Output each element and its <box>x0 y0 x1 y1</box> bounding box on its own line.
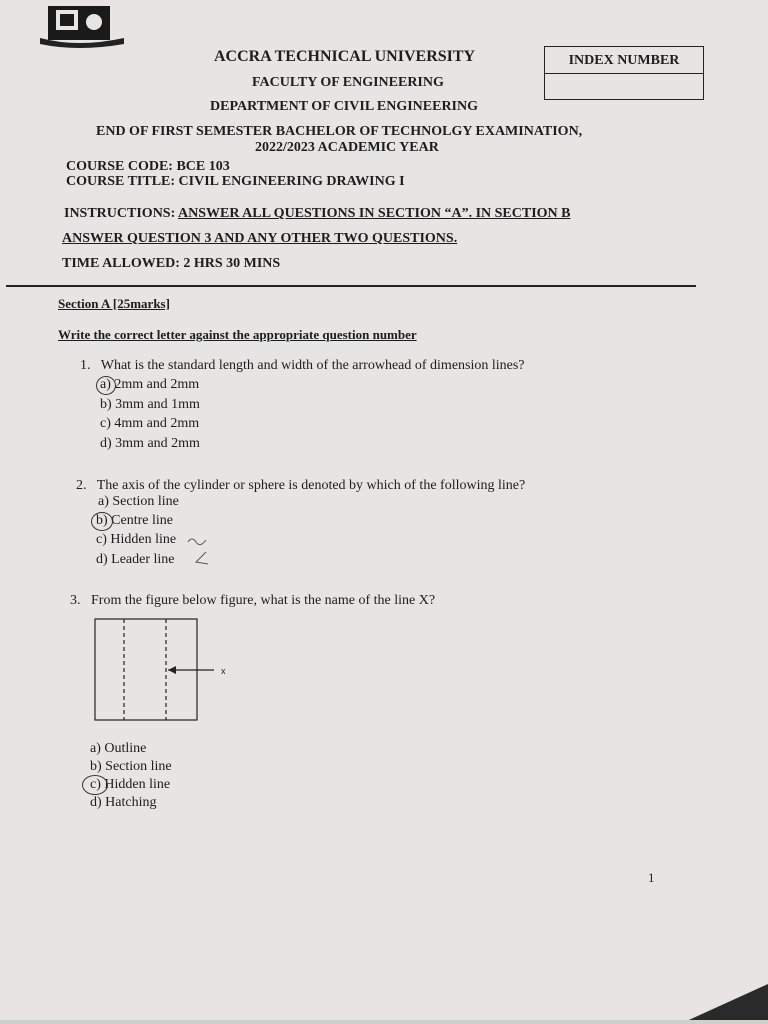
answer-circle-mark <box>96 376 116 395</box>
question-text: What is the standard length and width of the arrowhead of dimension lines? <box>100 358 525 373</box>
page-number: 1 <box>648 870 655 885</box>
scan-edge-shadow <box>0 984 768 1024</box>
course-title: COURSE TITLE: CIVIL ENGINEERING DRAWING I <box>66 174 405 189</box>
q3-option-a: a) Outline <box>90 741 147 756</box>
handwritten-mark-icon <box>186 534 208 548</box>
q3-option-b: b) Section line <box>90 759 172 774</box>
answer-circle-mark <box>91 512 113 531</box>
q1-option-a: a) 2mm and 2mm <box>100 377 200 392</box>
handwritten-mark-icon <box>192 550 210 568</box>
header-divider <box>6 285 696 287</box>
instructions-label: INSTRUCTIONS: <box>64 206 178 221</box>
answer-circle-mark <box>82 775 108 795</box>
q2-option-b: b) Centre line <box>96 513 173 528</box>
q1-option-d: d) 3mm and 2mm <box>100 436 200 451</box>
question-text: From the figure below figure, what is the name of the line X? <box>91 593 436 608</box>
question-2 <box>76 478 525 494</box>
q1-option-b: b) 3mm and 1mm <box>100 397 200 412</box>
question-text: The axis of the cylinder or sphere is denoted by which of the following line? <box>96 478 526 493</box>
instructions-text-1: ANSWER ALL QUESTIONS IN SECTION “A”. IN SECTION B <box>177 206 571 221</box>
exam-title-line1: END OF FIRST SEMESTER BACHELOR OF TECHNOLGY EXAMINATION, <box>96 124 583 139</box>
question-3 <box>70 593 435 609</box>
exam-title-line2: 2022/2023 ACADEMIC YEAR <box>255 140 439 155</box>
time-allowed: TIME ALLOWED: 2 HRS 30 MINS <box>62 256 281 271</box>
index-number-field[interactable] <box>545 74 703 100</box>
question-number: 3. <box>70 593 81 608</box>
instructions-text-2: ANSWER QUESTION 3 AND ANY OTHER TWO QUESTIONS. <box>62 231 458 246</box>
course-code: COURSE CODE: BCE 103 <box>66 159 230 174</box>
figure-label-x: x <box>221 666 226 676</box>
q3-option-d: d) Hatching <box>90 795 157 810</box>
index-number-label: INDEX NUMBER <box>545 47 703 74</box>
instructions-line1 <box>64 206 570 222</box>
index-number-box <box>544 46 704 100</box>
section-title: Section A [25marks] <box>58 296 170 311</box>
q2-option-d: d) Leader line <box>96 552 175 567</box>
question-number: 1. <box>80 358 91 373</box>
q2-option-a: a) Section line <box>98 494 179 509</box>
question-number: 2. <box>76 478 87 493</box>
question-1 <box>80 358 525 374</box>
q3-option-c: c) Hidden line <box>90 777 171 792</box>
q1-option-c: c) 4mm and 2mm <box>100 416 200 431</box>
faculty-name: FACULTY OF ENGINEERING <box>252 75 444 90</box>
figure-line-x <box>92 616 242 726</box>
university-name: ACCRA TECHNICAL UNIVERSITY <box>214 48 476 65</box>
department-name: DEPARTMENT OF CIVIL ENGINEERING <box>210 99 479 114</box>
university-logo-icon <box>38 0 128 50</box>
q2-option-c: c) Hidden line <box>96 532 177 547</box>
section-directive: Write the correct letter against the appropriate question number <box>58 327 417 342</box>
